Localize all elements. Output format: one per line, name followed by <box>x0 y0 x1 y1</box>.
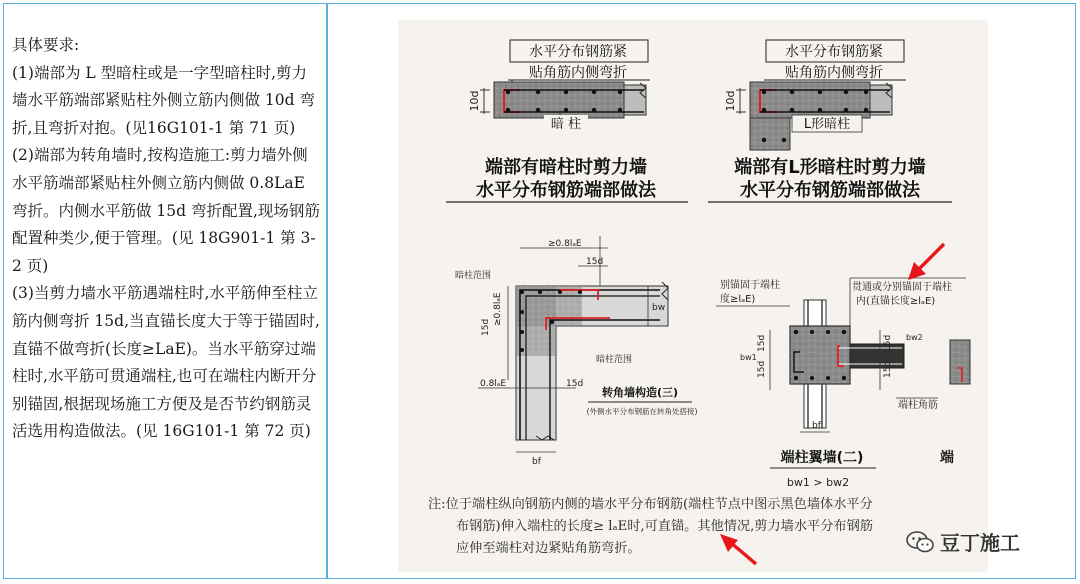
fig1-caption-2: 水平分布钢筋端部做法 <box>476 180 656 201</box>
fig4-dim-bw2: bw2 <box>906 333 923 342</box>
fig1-caption-1: 端部有暗柱时剪力墙 <box>485 157 647 178</box>
figure-2 <box>708 40 952 202</box>
fig4-callout-left-2: 度≥lₐE) <box>720 294 756 305</box>
note-line-2: 布钢筋)伸入端柱的长度≥ lₐE时,可直锚。其他情况,剪力墙水平分布钢筋 <box>456 519 873 534</box>
fig4-callout-right-2: 内(直锚长度≥lₐE) <box>856 296 936 307</box>
fig2-label: L形暗柱 <box>803 117 851 132</box>
fig3-dim-bw: bw <box>652 303 666 313</box>
fig3-dim-left: ≥0.8lₐE <box>493 292 503 326</box>
red-arrow-top <box>908 244 944 280</box>
note-line-1: 注:位于端柱纵向钢筋内侧的墙水平分布钢筋(端柱节点中图示黑色墙体水平分 <box>428 497 873 512</box>
fig4-dim-bw1: bw1 <box>740 353 757 362</box>
requirement-item-2: (2)端部为转角墙时,按构造施工:剪力墙外侧水平筋端部紧贴柱外侧立筋内侧做 0.8LaE 弯折。内侧水平筋做 15d 弯折配置,现场钢筋配置种类少,便于管理。(见 18G901-1 第 3-2 页) <box>12 146 320 275</box>
fig3-subcaption: (外侧水平分布钢筋在转角处搭接) <box>586 407 698 416</box>
figure-1 <box>446 40 688 202</box>
fig3-dim-top: ≥0.8lₐE <box>548 239 582 249</box>
fig2-callout-1: 水平分布钢筋紧 <box>785 44 883 60</box>
fig4-callout-left-1: 别锚固于端柱 <box>720 280 780 291</box>
fig3-dim-bf: bf <box>532 457 541 467</box>
watermark-text: 豆丁施工 <box>940 531 1020 555</box>
wechat-icon <box>906 530 934 554</box>
watermark <box>906 527 1020 556</box>
requirements-heading: 具体要求: <box>12 36 80 54</box>
fig3-dim-15d-bottom: 15d <box>566 379 584 389</box>
fig3-zone-label-1: 暗柱范围 <box>455 271 492 281</box>
fig4-caption-right: 端 <box>940 450 954 466</box>
fig1-label: 暗 柱 <box>550 117 582 132</box>
requirement-item-1: (1)端部为 L 型暗柱或是一字型暗柱时,剪力墙水平筋端部紧贴柱外侧立筋内侧做 10d 弯折,且弯折对抱。(见16G101-1 第 71 页) <box>12 63 316 137</box>
fig3-dim-15d-left: 15d <box>481 318 491 336</box>
figure-3 <box>455 236 697 467</box>
fig4-formula: bw1 > bw2 <box>786 476 850 489</box>
fig3-dim-15d-top: 15d <box>586 257 604 267</box>
fig3-zone-label-2: 暗柱范围 <box>596 355 633 365</box>
fig2-caption-1: 端部有L形暗柱时剪力墙 <box>734 157 926 178</box>
note-line-3: 应伸至端柱对边紧贴角筋弯折。 <box>456 541 641 556</box>
requirement-item-3: (3)当剪力墙水平筋遇端柱时,水平筋伸至柱立筋内侧弯折 15d,当直锚长度大于等于锚固时,直锚不做弯折(长度≥LaE)。当水平筋穿过端柱时,水平筋可贯通端柱,也可在端柱内断开分别锚固,根据现场施工方便及是否节约钢筋灵活选用构造做法。(见 16G101-1 第 72 页) <box>12 284 320 441</box>
fig2-caption-2: 水平分布钢筋端部做法 <box>740 180 920 201</box>
fig4-dim-15d-3: 15d <box>883 334 893 352</box>
fig4-dim-15d-2: 15d <box>757 360 767 378</box>
fig4-dim-15d-4: 15d <box>883 360 893 378</box>
fig4-callout-right-1: 贯通或分别锚固于端柱 <box>852 282 952 293</box>
fig1-callout-1: 水平分布钢筋紧 <box>529 44 627 60</box>
fig4-end-column <box>790 326 850 384</box>
fig1-dim-10d: 10d <box>468 90 481 112</box>
fig4-dim-15d-1: 15d <box>757 334 767 352</box>
fig4-dim-bf: bf <box>812 421 821 431</box>
fig2-callout-2: 贴角筋内侧弯折 <box>785 65 883 81</box>
fig3-caption: 转角墙构造(三) <box>601 386 679 399</box>
figure-4 <box>716 278 970 489</box>
fig4-caption: 端柱翼墙(二) <box>780 450 864 466</box>
fig2-dim-10d: 10d <box>724 90 737 112</box>
fig1-callout-2: 贴角筋内侧弯折 <box>529 65 627 81</box>
fig4-corner-label: 端柱角筋 <box>898 400 938 411</box>
fig3-dim-bottom: 0.8lₐE <box>480 379 507 389</box>
